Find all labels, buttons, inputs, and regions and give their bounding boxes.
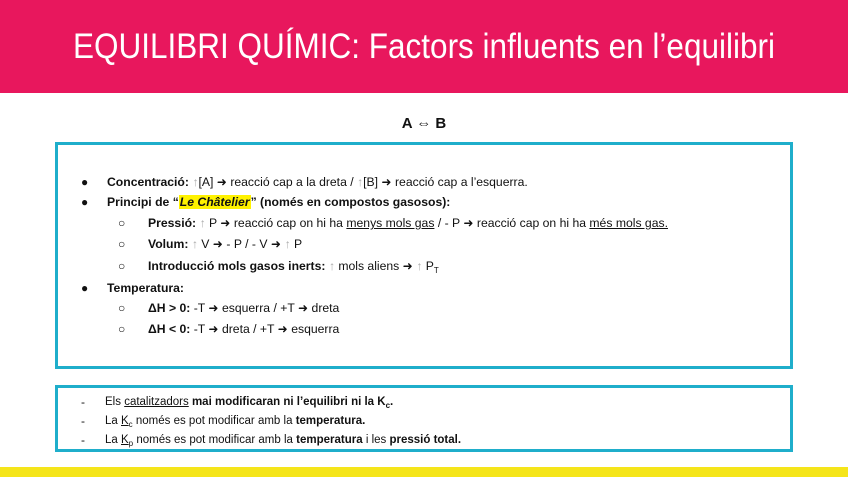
principi-line: Principi de “Le Châtelier” (només en compostos gasosos): — [107, 195, 451, 209]
arrow-up-icon: ↑ — [357, 175, 364, 189]
footer-bar — [0, 467, 848, 477]
note-catalitzadors: Els catalitzadors mai modificaran ni l’equilibri ni la $K_c$. — [105, 396, 394, 410]
slide-title: EQUILIBRI QUÍMIC: Factors influents en l’equilibri — [72, 26, 775, 66]
dash-bullet: - — [81, 414, 85, 428]
bullet-circle-icon: ○ — [118, 322, 126, 336]
arrow-up-icon: ↑ — [284, 237, 291, 251]
title-banner — [0, 0, 848, 93]
arrow-up-icon: ↑ — [191, 237, 198, 251]
arrow-up-icon: ↑ — [192, 175, 199, 189]
pressio-line: Pressió: ↑ P ➜ reacció cap on hi ha menys mols gas / - P ➜ reacció cap on hi ha més mols gas. — [148, 216, 668, 230]
bullet-disc-icon: ● — [81, 195, 89, 209]
bullet-disc-icon: ● — [81, 175, 89, 189]
bullet-disc-icon: ● — [81, 281, 89, 295]
bullet-circle-icon: ○ — [118, 216, 126, 230]
dash-bullet: - — [81, 395, 85, 409]
dh-negative-line: ΔH < 0: -T ➜ dreta / +T ➜ esquerra — [148, 322, 340, 336]
temperatura-line: Temperatura: — [107, 281, 184, 295]
equilibrium-equation: A ⇔ B — [401, 115, 447, 132]
inerts-line: Introducció mols gasos inerts: ↑ mols aliens ➜ ↑ $P_T$ — [148, 259, 439, 275]
bullet-circle-icon: ○ — [118, 301, 126, 315]
arrow-up-icon: ↑ — [416, 259, 423, 273]
dash-bullet: - — [81, 433, 85, 447]
le-chatelier-highlight: Le Châtelier — [179, 195, 250, 209]
arrow-up-icon: ↑ — [199, 216, 206, 230]
note-kc: La $K_c$ només es pot modificar amb la temperatura. — [105, 415, 366, 429]
volum-line: Volum: ↑ V ➜ - P / - V ➜ ↑ P — [148, 237, 303, 251]
note-kp: La $K_p$ només es pot modificar amb la temperatura i les pressió total. — [105, 434, 462, 448]
concentracio-line: Concentració: ↑[A] ➜ reacció cap a la dreta / ↑[B] ➜ reacció cap a l’esquerra. — [107, 175, 528, 189]
arrow-up-icon: ↑ — [328, 259, 335, 273]
dh-positive-line: ΔH > 0: -T ➜ esquerra / +T ➜ dreta — [148, 301, 340, 315]
bullet-circle-icon: ○ — [118, 237, 126, 251]
bullet-circle-icon: ○ — [118, 259, 126, 273]
